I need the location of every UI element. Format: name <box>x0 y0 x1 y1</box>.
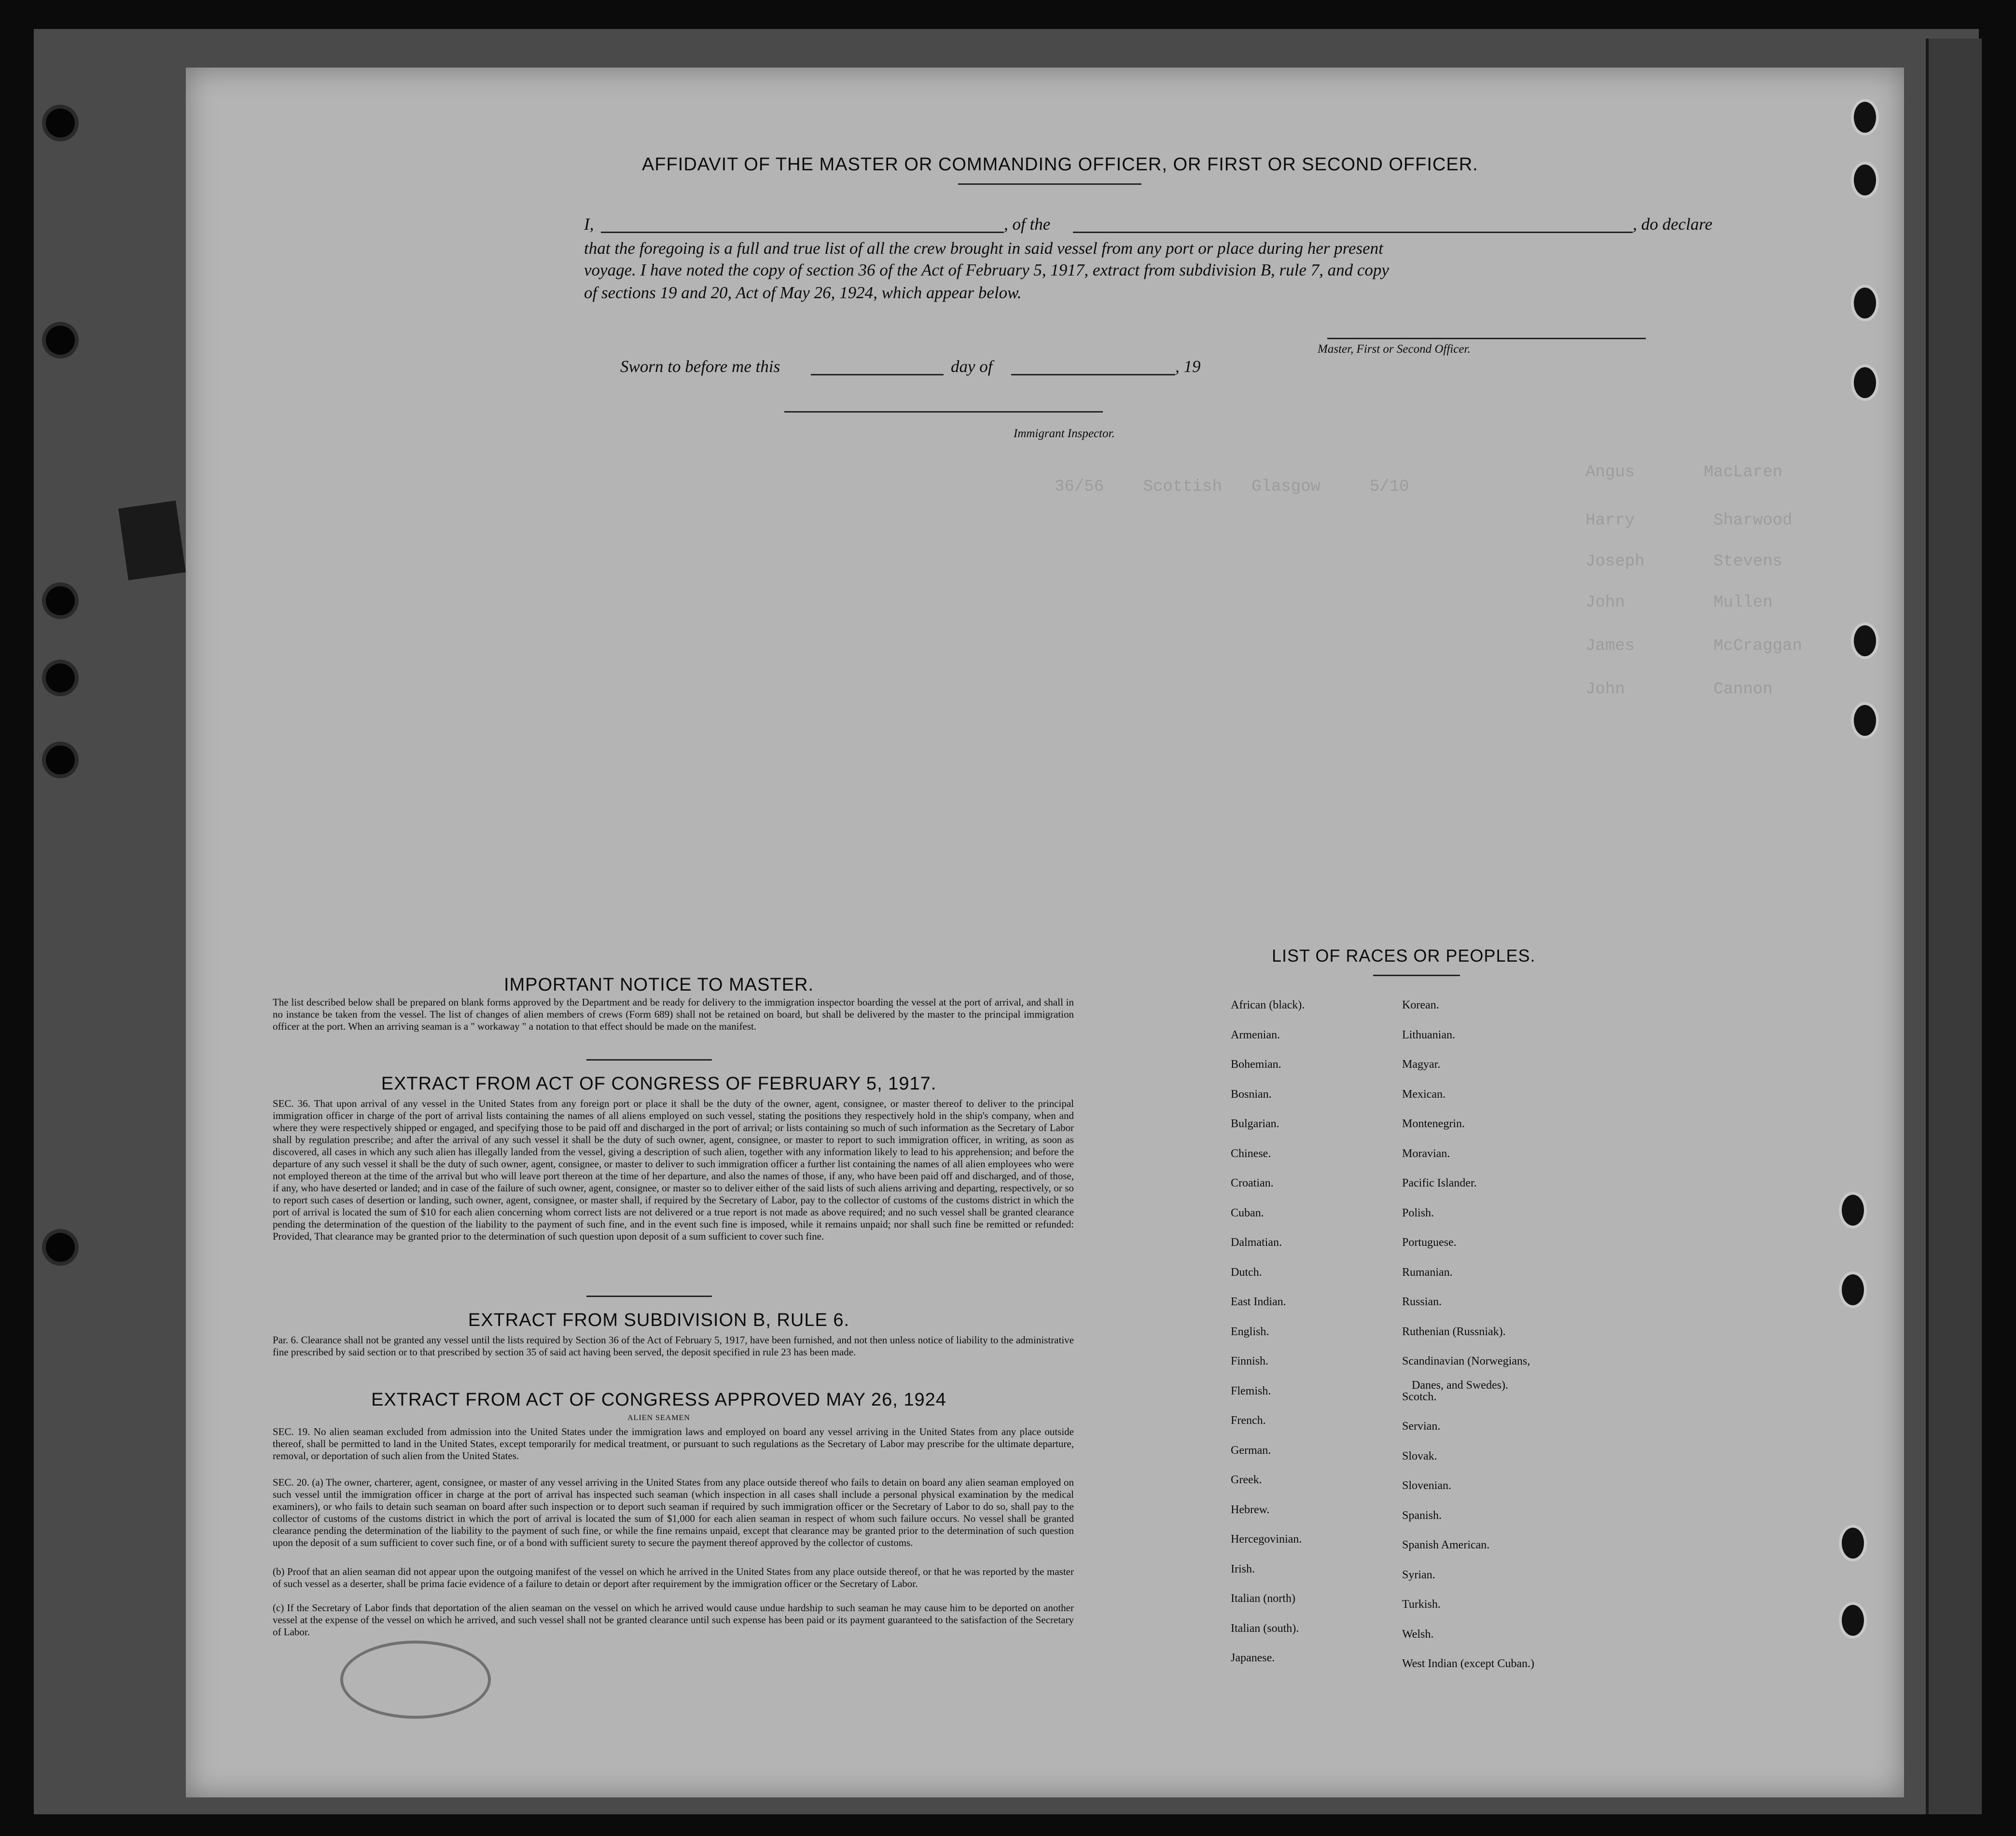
binder-hole <box>46 326 75 355</box>
race-item: English. <box>1231 1325 1269 1338</box>
binder-hole <box>1851 162 1879 198</box>
race-item: Scandinavian (Norwegians, <box>1402 1355 1530 1367</box>
race-item: Finnish. <box>1231 1355 1269 1367</box>
section-divider <box>586 1296 712 1297</box>
inspector-signature-label: Immigrant Inspector. <box>1014 427 1115 440</box>
races-title-underline <box>1373 975 1460 976</box>
affidavit-text: voyage. I have noted the copy of section 36 of the Act of February 5, 1917, extract from subdivision B, rule 7, and copy <box>584 261 1389 279</box>
race-item: Turkish. <box>1402 1598 1441 1611</box>
race-item: Spanish. <box>1402 1509 1442 1522</box>
affidavit-title: AFFIDAVIT OF THE MASTER OR COMMANDING OFFICER, OR FIRST OR SECOND OFFICER. <box>642 154 1478 175</box>
do-declare-label: , do declare <box>1633 215 1712 234</box>
vessel-name-line <box>1073 232 1633 233</box>
of-the-label: , of the <box>1004 215 1051 234</box>
sec20a-text: SEC. 20. (a) The owner, charterer, agent, consignee, or master of any vessel arriving in the United States from any place outside thereof who fails to detain on board any alien seaman employed on such vessel until the immigration officer in charge at the port of arrival has inspected such seaman (which inspection in all cases shall include a personal physical examination by the medical examiners), or who fails to detain such seaman on board after such inspection or to deport such seaman if required by such immigration officer or the Secretary of Labor to do so, shall pay to the collector of customs of the customs district in which the port of arrival is located the sum of $1,000 for each alien seaman in respect of whom such failure occurs. No vessel shall be granted clearance pending the determination of the liability to the payment of such fine, or while the fine remains unpaid, except that clearance may be granted prior to the determination of such question upon the deposit of a sum sufficient to cover such fine, or of a bond with sufficient surety to secure the payment thereof approved by the collector of customs. <box>273 1477 1074 1548</box>
race-item: Moravian. <box>1402 1147 1450 1160</box>
port-stamp <box>340 1641 491 1719</box>
section-divider <box>586 1059 712 1061</box>
binder-hole <box>1851 285 1879 321</box>
manifest-page <box>186 68 1904 1797</box>
races-title: LIST OF RACES OR PEOPLES. <box>1272 946 1536 966</box>
race-item: Magyar. <box>1402 1058 1441 1071</box>
bleed-through-text: Joseph Stevens <box>1585 552 1783 571</box>
race-item: Ruthenian (Russniak). <box>1402 1325 1506 1338</box>
extract-rule6-text: Par. 6. Clearance shall not be granted any vessel until the lists required by Section 36 of the Act of February 5, 1917, have been furnished, and not then unless notice of liability to the administrative fine prescribed by said section or to that prescribed by section 35 of said act having been served, the deposit specified in rule 23 has been made. <box>273 1334 1074 1358</box>
race-item: Hebrew. <box>1231 1503 1270 1516</box>
race-item: Flemish. <box>1231 1384 1271 1397</box>
extract-1917-text: SEC. 36. That upon arrival of any vessel in the United States from any foreign port or place it shall be the duty of the owner, agent, consignee, or master thereof to deliver to the principal immigration officer in charge of the port of arrival lists containing the names of all aliens employed on such vessel, stating the positions they respectively hold in the ship's company, when and where they were respectively shipped or engaged, and specifying those to be paid off and discharged in the port of arrival; or lists containing so much of such information as the Secretary of Labor shall by regulation prescribe; and after the arrival of any such vessel it shall be the duty of such owner, agent, consignee, or master to report to such immigration officer, in writing, as soon as discovered, all cases in which any such alien has illegally landed from the vessel, giving a description of such alien, together with any information likely to lead to his apprehension; and before the departure of any such vessel it shall be the duty of such owner, agent, consignee, or master to deliver to such immigration officer a further list containing the names of all alien employees who were not employed thereon at the time of the arrival but who will leave port thereon at the time of her departure, and also the names of those, if any, who have been paid off and discharged, and of those, if any, who have deserted or landed; and in case of the failure of such owner, agent, consignee, or master so to deliver either of the said lists of such aliens arriving and departing, respectively, or so to report such cases of desertion or landing, such owner, agent, consignee, or master shall, if required by the Secretary of Labor, pay to the collector of customs of the customs district in which the port of arrival is located the sum of $10 for each alien concerning whom correct lists are not delivered or a true report is not made as above required; and no such vessel shall be granted clearance pending the determination of the question of the liability to the payment of such fine, and in the event such fine is imposed, while it remains unpaid; nor shall such fine be remitted or refunded: Provided, That clearance may be granted prior to the determination of such question upon deposit of a sum sufficient to cover such fine. <box>273 1098 1074 1242</box>
race-item: Bohemian. <box>1231 1058 1281 1071</box>
race-item: Chinese. <box>1231 1147 1271 1160</box>
binder-hole <box>46 586 75 615</box>
race-item: Syrian. <box>1402 1568 1435 1581</box>
race-item: Italian (north) <box>1231 1592 1295 1605</box>
race-item-cont: Danes, and Swedes). <box>1412 1379 1508 1392</box>
declarant-label: I, <box>584 215 594 234</box>
race-item: Spanish American. <box>1402 1539 1490 1551</box>
extract-1924-title: EXTRACT FROM ACT OF CONGRESS APPROVED MAY 26, 1924 <box>371 1390 946 1410</box>
declarant-name-line <box>601 232 1004 233</box>
binder-edge <box>1926 39 1982 1814</box>
race-item: Hercegovinian. <box>1231 1533 1302 1546</box>
race-item: Rumanian. <box>1402 1266 1453 1279</box>
binder-hole <box>1851 99 1879 136</box>
race-item: Greek. <box>1231 1474 1262 1486</box>
sworn-year-label: , 19 <box>1175 357 1201 376</box>
race-item: Japanese. <box>1231 1652 1275 1664</box>
extract-rule6-title: EXTRACT FROM SUBDIVISION B, RULE 6. <box>468 1310 850 1330</box>
race-item: Irish. <box>1231 1562 1255 1575</box>
race-item: West Indian (except Cuban.) <box>1402 1657 1534 1670</box>
binder-hole <box>46 109 75 138</box>
binder-hole <box>1851 364 1879 401</box>
sec20c-text: (c) If the Secretary of Labor finds that deportation of the alien seaman on the vessel on which he arrived would cause undue hardship to such seaman he may cause him to be deported on another vessel at the expense of the vessel on which he arrived, and such vessel shall not be granted clearance until such expense has been paid or its payment guaranteed to the satisfaction of the Secretary of Labor. <box>273 1602 1074 1638</box>
binder-hole <box>46 663 75 692</box>
race-item: Bosnian. <box>1231 1088 1272 1101</box>
race-item: Italian (south). <box>1231 1622 1299 1635</box>
race-item: Montenegrin. <box>1402 1118 1465 1130</box>
notice-text: The list described below shall be prepared on blank forms approved by the Department and be ready for delivery to the immigration inspector boarding the vessel at the port of arrival, and shall in no instance be taken from the vessel. The list of changes of alien members of crews (Form 689) shall not be retained on board, but shall be delivered by the master to the principal immigration officer at the port. When an arriving seaman is a " workaway " a notation to that effect should be made on the manifest. <box>273 996 1074 1032</box>
bleed-through-text: John Cannon <box>1585 680 1773 699</box>
race-item: African (black). <box>1231 999 1305 1011</box>
binder-hole <box>1851 622 1879 659</box>
sworn-label: Sworn to before me this <box>620 357 780 376</box>
bleed-through-text: Angus MacLaren <box>1585 463 1783 482</box>
binder-hole <box>1839 1602 1867 1639</box>
alien-seamen-subtitle: ALIEN SEAMEN <box>627 1414 690 1422</box>
race-item: Armenian. <box>1231 1028 1280 1041</box>
race-item: German. <box>1231 1444 1271 1457</box>
sworn-day-line <box>811 374 944 375</box>
race-item: Polish. <box>1402 1206 1434 1219</box>
inspector-signature-line <box>784 411 1103 413</box>
race-item: Cuban. <box>1231 1206 1264 1219</box>
affidavit-text: of sections 19 and 20, Act of May 26, 1924, which appear below. <box>584 283 1022 302</box>
bleed-through-text: John Mullen <box>1585 594 1773 612</box>
binder-hole <box>1839 1192 1867 1229</box>
race-item: Pacific Islander. <box>1402 1177 1477 1189</box>
affidavit-text: that the foregoing is a full and true list of all the crew brought in said vessel from any port or place during her present <box>584 239 1383 258</box>
race-item: French. <box>1231 1414 1266 1427</box>
bleed-through-text: 36/56 Scottish Glasgow 5/10 <box>1055 478 1409 496</box>
extract-1917-title: EXTRACT FROM ACT OF CONGRESS OF FEBRUARY 5, 1917. <box>381 1074 937 1094</box>
binder-hole <box>46 745 75 774</box>
sec20b-text: (b) Proof that an alien seaman did not appear upon the outgoing manifest of the vessel on which he arrived in the United States from any place outside thereof, or that he was reported by the master of such vessel as a deserter, shall be prima facie evidence of a failure to detain or deport after requirement by the immigration officer or the Secretary of Labor. <box>273 1566 1074 1589</box>
race-item: Bulgarian. <box>1231 1118 1279 1130</box>
race-item: Mexican. <box>1402 1088 1446 1101</box>
race-item: Dalmatian. <box>1231 1236 1282 1249</box>
archive-tab <box>118 500 186 580</box>
race-item: Slovak. <box>1402 1449 1437 1463</box>
race-item: Portuguese. <box>1402 1236 1457 1249</box>
race-item: Lithuanian. <box>1402 1028 1455 1041</box>
race-item: Slovenian. <box>1402 1479 1451 1492</box>
day-of-label: day of <box>951 357 993 376</box>
affidavit-title-underline <box>958 183 1141 185</box>
race-item: Russian. <box>1402 1296 1442 1308</box>
notice-title: IMPORTANT NOTICE TO MASTER. <box>503 975 814 995</box>
binder-hole <box>46 1233 75 1262</box>
binder-hole <box>1851 702 1879 739</box>
binder-hole <box>1839 1525 1867 1561</box>
race-item: East Indian. <box>1231 1296 1286 1308</box>
sec19-text: SEC. 19. No alien seaman excluded from admission into the United States under the immigration laws and employed on board any vessel arriving in the United States from any place outside thereof, shall be permitted to land in the United States, except temporarily for medical treatment, or pursuant to such regulations as the Secretary of Labor may prescribe for the ultimate departure, removal, or deportation of such alien from the United States. <box>273 1426 1074 1462</box>
race-item: Croatian. <box>1231 1177 1274 1189</box>
race-item: Servian. <box>1402 1420 1441 1433</box>
race-item: Welsh. <box>1402 1628 1434 1641</box>
master-signature-label: Master, First or Second Officer. <box>1318 343 1471 356</box>
binder-hole <box>1839 1271 1867 1308</box>
sworn-month-line <box>1011 374 1175 375</box>
race-item: Scotch. <box>1402 1390 1437 1403</box>
race-item: Dutch. <box>1231 1266 1262 1279</box>
race-item: Korean. <box>1402 999 1439 1011</box>
master-signature-line <box>1327 338 1646 339</box>
bleed-through-text: James McCraggan <box>1585 637 1802 655</box>
bleed-through-text: Harry Sharwood <box>1585 511 1793 530</box>
